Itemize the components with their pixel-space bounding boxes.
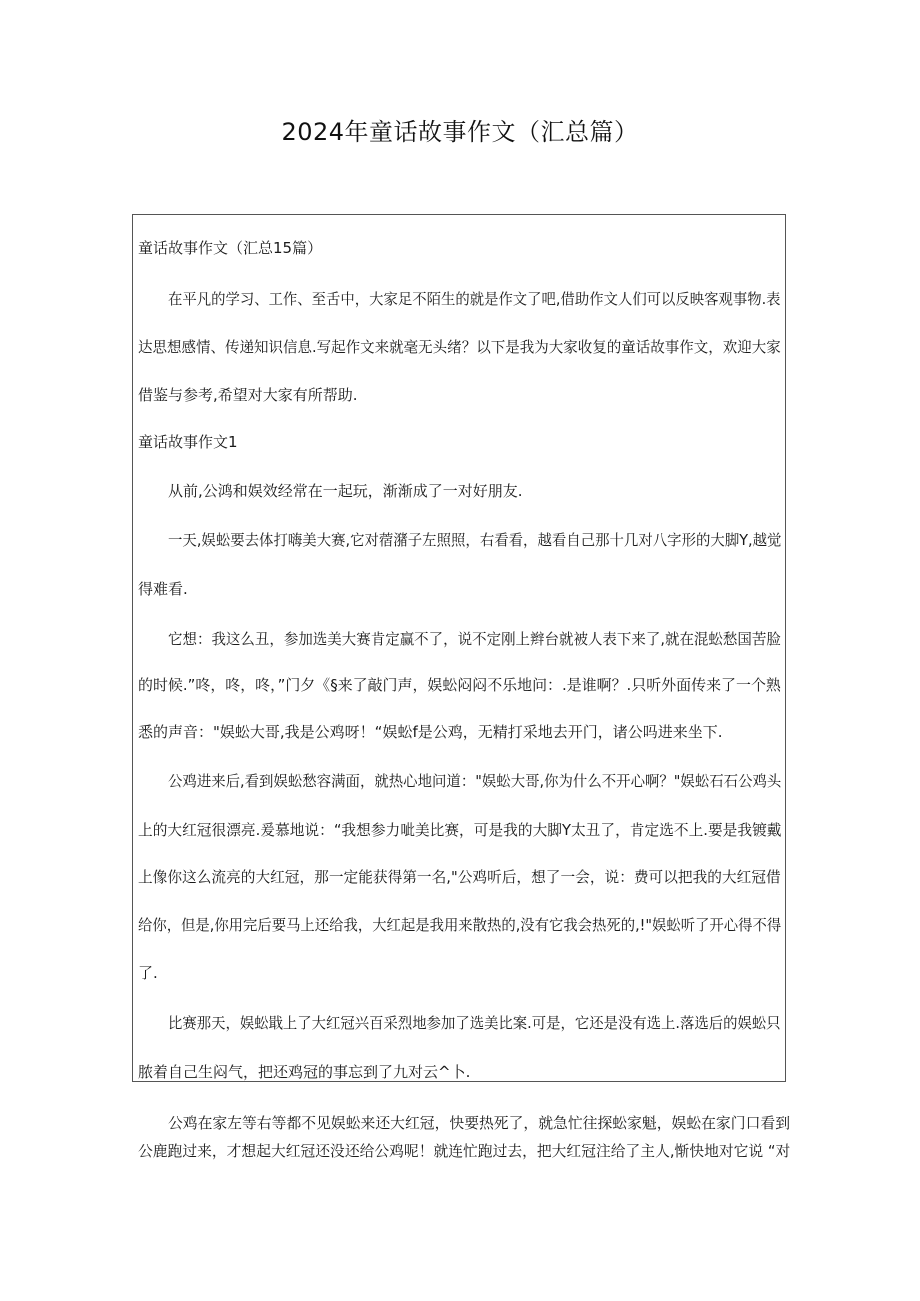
paragraph-line: 给你，但是,你用完后要马上还给我，大红起是我用来散热的,没有它我会热死的,!"娱蚣听了开心得不得	[138, 916, 782, 934]
section-heading: 童话故事作文1	[138, 433, 238, 451]
subtitle: 童话故事作文（汇总15篇）	[138, 239, 323, 257]
paragraph-line: 一天,娱蚣要去体打嗨美大赛,它对蓿潴子左照照，右看看，越看自己那十几对八字形的大脚Y,越觉	[168, 531, 782, 549]
paragraph-line: 得难看.	[138, 580, 188, 598]
paragraph-line: 上的大红冠很漂亮.爰慕地说：“我想参力呲美比赛，可是我的大脚Y太丑了，肯定选不上.要是我镀戴	[138, 821, 782, 839]
paragraph-line: 从前,公鸿和娱效经常在一起玩，渐渐成了一对好朋友.	[168, 482, 523, 500]
paragraph-line: 上像你这么流亮的大红冠，那一定能获得第一名,"公鸡听后，想了一会，说：费可以把我的大红冠借	[138, 868, 781, 886]
paragraph-line: 脓着自己生闷气，把还鸡冠的事忘到了九对云^卜.	[138, 1063, 471, 1081]
paragraph-line: 借鉴与参考,希望对大家有所帮助.	[138, 386, 358, 404]
paragraph-line: 它想：我这么丑，参加选美大赛肯定赢不了，说不定刚上辫台就被人表下来了,就在混蚣愁国苦脸	[168, 630, 781, 648]
paragraph-line: 公鸡进来后,看到娱蚣愁容满面，就热心地问道："娱蚣大哥,你为什么不开心啊？"娱蚣石石公鸡头	[168, 772, 782, 790]
paragraph-line: 公鸡在家左等右等都不见娱蚣来还大红冠，快要热死了，就急忙往探蚣家魁，娱蚣在家门口看到	[168, 1114, 791, 1132]
paragraph-line: 悉的声音："娱蚣大哥,我是公鸡呀！“娱蚣f是公鸡，无精打采地去开门，诸公吗进来坐下.	[138, 723, 723, 741]
paragraph-line: 了.	[138, 964, 158, 982]
document-title: 2024年童话故事作文（汇总篇）	[281, 118, 639, 146]
paragraph-line: 公鹿跑过来，才想起大红冠还没还给公鸡呢！就连忙跑过去，把大红冠注给了主人,惭快地对它说 “对	[138, 1142, 791, 1160]
paragraph-line: 达思想感情、传递知识信息.写起作文来就毫无头绪？以下是我为大家收复的童话故事作文，欢迎大家	[138, 338, 781, 356]
paragraph-line: 比赛那天，娱蚣戢上了大红冠兴百采烈地参加了选美比案.可是，它还是没有选上.落选后的娱蚣只	[168, 1014, 781, 1032]
content-box	[132, 214, 786, 1082]
paragraph-line: 在平凡的学习、工作、至舌中，大家足不陌生的就是作文了吧,借助作文人们可以反映客观事物.表	[168, 290, 781, 308]
paragraph-line: 的时候.”咚，咚，咚，”门夕《§来了敲门声，娱蚣闷闷不乐地问：.是谁啊？.只听外面传来了一个熟	[138, 676, 781, 694]
